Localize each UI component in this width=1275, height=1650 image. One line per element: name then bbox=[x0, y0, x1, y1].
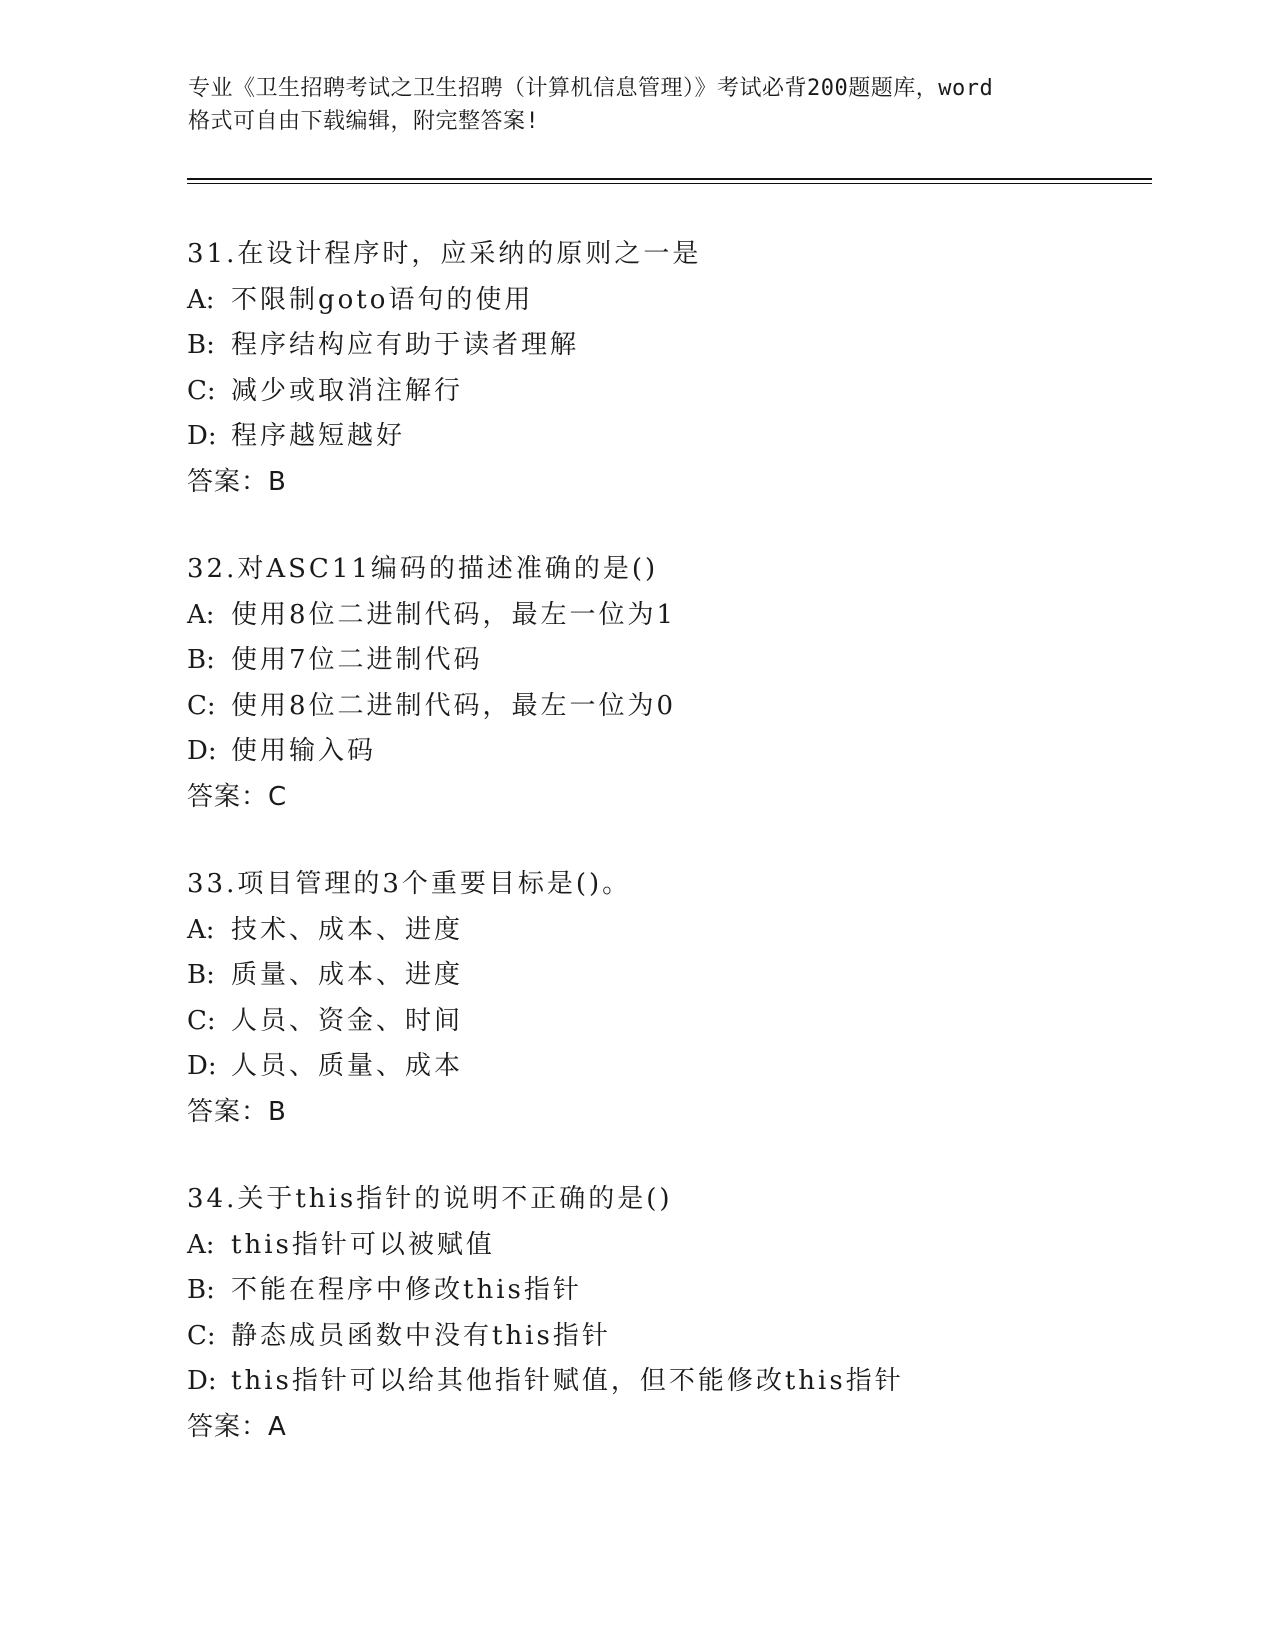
answer-line: 答案：B bbox=[187, 1096, 287, 1127]
option-c bbox=[187, 369, 1187, 415]
option-label: B: bbox=[187, 960, 215, 991]
option-label: A: bbox=[187, 1229, 215, 1260]
option-label: D: bbox=[187, 736, 217, 767]
question-33 bbox=[187, 862, 1187, 1136]
option-text: this指针可以被赋值 bbox=[231, 1229, 495, 1260]
header-line-2: 格式可自由下载编辑，附完整答案! bbox=[188, 109, 540, 134]
option-label: D: bbox=[187, 1366, 217, 1397]
option-label: D: bbox=[187, 421, 217, 452]
option-label: B: bbox=[187, 330, 215, 361]
question-stem: 33.项目管理的3个重要目标是()。 bbox=[187, 869, 632, 899]
option-text: 静态成员函数中没有this指针 bbox=[231, 1320, 611, 1351]
answer-line: 答案：A bbox=[187, 1411, 287, 1442]
option-text: 不限制goto语句的使用 bbox=[231, 284, 534, 315]
answer-line: 答案：B bbox=[187, 466, 287, 497]
option-c bbox=[187, 1314, 1187, 1360]
option-b bbox=[187, 638, 1187, 684]
answer-line: 答案：C bbox=[187, 781, 288, 812]
option-label: C: bbox=[187, 1005, 216, 1036]
header-rule-thick bbox=[187, 178, 1152, 180]
option-b bbox=[187, 323, 1187, 369]
option-text: 质量、成本、进度 bbox=[231, 960, 464, 991]
option-text: 技术、成本、进度 bbox=[231, 914, 464, 945]
option-d bbox=[187, 414, 1187, 460]
option-b bbox=[187, 1268, 1187, 1314]
option-text: 使用8位二进制代码，最左一位为0 bbox=[231, 690, 677, 721]
option-text: this指针可以给其他指针赋值，但不能修改this指针 bbox=[231, 1366, 904, 1397]
option-text: 使用8位二进制代码，最左一位为1 bbox=[231, 599, 677, 630]
option-a bbox=[187, 1223, 1187, 1269]
header-rule-thin bbox=[187, 183, 1152, 184]
option-label: B: bbox=[187, 1275, 215, 1306]
option-c bbox=[187, 684, 1187, 730]
header-line-1: 专业《卫生招聘考试之卫生招聘（计算机信息管理）》考试必背200题题库，word bbox=[188, 76, 994, 101]
option-label: A: bbox=[187, 284, 215, 315]
option-text: 不能在程序中修改this指针 bbox=[231, 1275, 582, 1306]
option-label: A: bbox=[187, 914, 215, 945]
question-stem: 34.关于this指针的说明不正确的是() bbox=[187, 1184, 673, 1214]
question-32 bbox=[187, 547, 1187, 821]
option-a bbox=[187, 593, 1187, 639]
question-31 bbox=[187, 232, 1187, 506]
option-a bbox=[187, 278, 1187, 324]
option-text: 程序越短越好 bbox=[231, 421, 406, 452]
option-a bbox=[187, 908, 1187, 954]
option-text: 使用7位二进制代码 bbox=[231, 645, 483, 676]
document-header bbox=[188, 72, 1088, 138]
option-label: A: bbox=[187, 599, 215, 630]
option-label: B: bbox=[187, 645, 215, 676]
option-text: 减少或取消注解行 bbox=[231, 375, 464, 406]
option-c bbox=[187, 999, 1187, 1045]
option-text: 人员、质量、成本 bbox=[231, 1051, 464, 1082]
option-d bbox=[187, 729, 1187, 775]
option-text: 程序结构应有助于读者理解 bbox=[231, 330, 580, 361]
question-34 bbox=[187, 1177, 1187, 1451]
option-b bbox=[187, 953, 1187, 999]
option-text: 人员、资金、时间 bbox=[231, 1005, 464, 1036]
option-label: C: bbox=[187, 1320, 216, 1351]
option-label: C: bbox=[187, 375, 216, 406]
option-label: D: bbox=[187, 1051, 217, 1082]
question-stem: 31.在设计程序时，应采纳的原则之一是 bbox=[187, 239, 702, 269]
option-text: 使用输入码 bbox=[231, 736, 377, 767]
option-d bbox=[187, 1044, 1187, 1090]
option-label: C: bbox=[187, 690, 216, 721]
option-d bbox=[187, 1359, 1187, 1405]
question-stem: 32.对ASC11编码的描述准确的是() bbox=[187, 554, 659, 584]
